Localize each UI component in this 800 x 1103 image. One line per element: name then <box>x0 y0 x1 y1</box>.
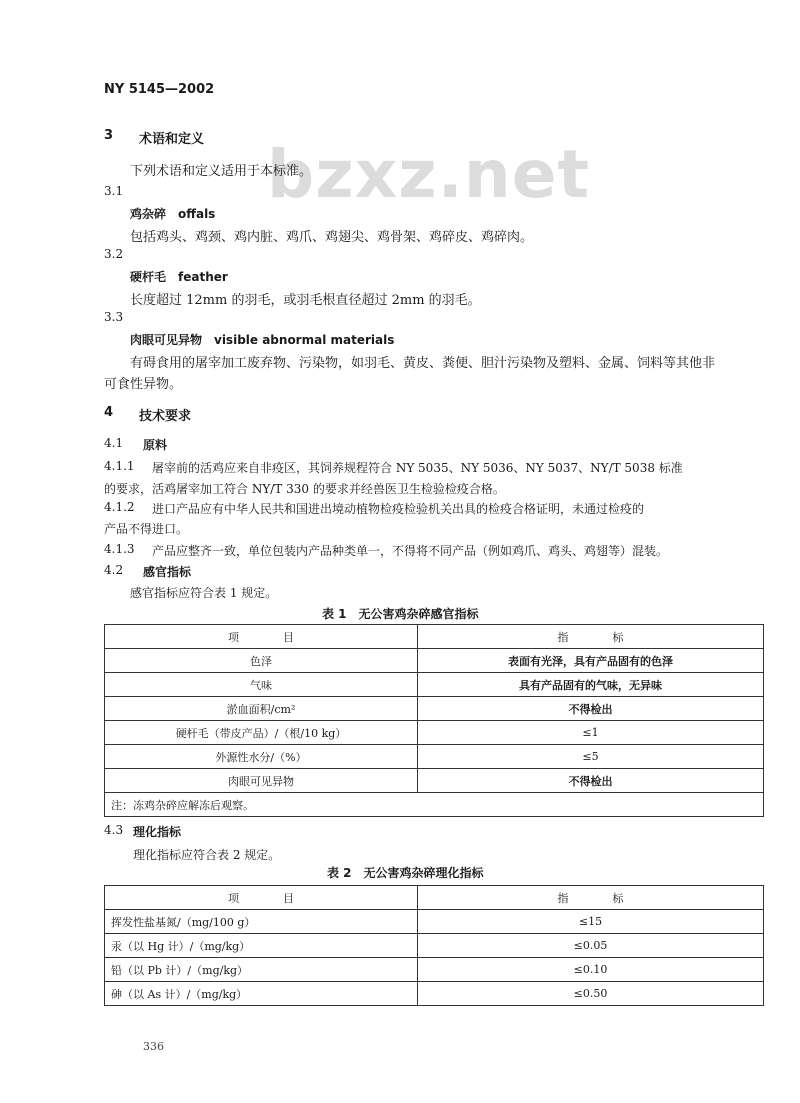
section-4-1-2-number: 4.1.2 <box>104 500 135 514</box>
section-4-2-intro: 感官指标应符合表 1 规定。 <box>130 586 278 600</box>
section-4-2-title: 感官指标 <box>143 565 192 579</box>
table-1 <box>104 624 764 817</box>
section-3-title: 术语和定义 <box>139 132 205 147</box>
table-2-value: ≤0.05 <box>418 934 764 958</box>
section-4-1-1-line2: 的要求，活鸡屠宰加工符合 NY/T 330 的要求并经兽医卫生检验检疫合格。 <box>104 482 505 496</box>
table-1-header-item: 项 目 <box>105 625 418 649</box>
table-2-item: 汞（以 Hg 计）/（mg/kg） <box>105 934 418 958</box>
table-2-header-indicator: 指 标 <box>418 886 764 910</box>
table-row <box>105 769 764 793</box>
term-3-1-definition: 包括鸡头、鸡颈、鸡内脏、鸡爪、鸡翅尖、鸡骨架、鸡碎皮、鸡碎肉。 <box>130 230 534 245</box>
section-4-1-3-text: 产品应整齐一致，单位包装内产品种类单一，不得将不同产品（例如鸡爪、鸡头、鸡翅等）混装。 <box>152 544 669 558</box>
term-3-3-title: 肉眼可见异物 visible abnormal materials <box>130 333 395 347</box>
table-1-item: 色泽 <box>105 649 418 673</box>
term-3-3-definition-line2: 可食性异物。 <box>104 377 183 392</box>
table-1-value: 不得检出 <box>418 697 764 721</box>
term-3-2-title: 硬杆毛 feather <box>130 270 228 284</box>
table-1-value: 具有产品固有的气味，无异味 <box>418 673 764 697</box>
term-3-2-definition: 长度超过 12mm 的羽毛，或羽毛根直径超过 2mm 的羽毛。 <box>130 293 481 308</box>
section-4-1-2-line2: 产品不得进口。 <box>104 522 189 536</box>
section-4-1-title: 原料 <box>143 438 168 452</box>
table-row <box>105 697 764 721</box>
table-1-note: 注：冻鸡杂碎应解冻后观察。 <box>105 793 764 817</box>
table-1-caption: 表 1 无公害鸡杂碎感官指标 <box>322 607 479 621</box>
table-row <box>105 982 764 1006</box>
table-1-item: 淤血面积/cm² <box>105 697 418 721</box>
table-2-item: 铅（以 Pb 计）/（mg/kg） <box>105 958 418 982</box>
section-4-number: 4 <box>104 405 114 420</box>
table-2-item: 挥发性盐基氮/（mg/100 g） <box>105 910 418 934</box>
section-4-3-intro: 理化指标应符合表 2 规定。 <box>133 848 281 862</box>
section-4-3-number: 4.3 <box>104 823 124 837</box>
table-row <box>105 649 764 673</box>
table-2 <box>104 885 764 1006</box>
table-2-caption: 表 2 无公害鸡杂碎理化指标 <box>327 866 484 880</box>
section-3-intro: 下列术语和定义适用于本标准。 <box>130 164 313 179</box>
table-1-value: 不得检出 <box>418 769 764 793</box>
watermark: bzxz.net <box>267 136 591 213</box>
table-1-value: ≤5 <box>418 745 764 769</box>
term-3-1-title: 鸡杂碎 offals <box>130 207 216 221</box>
table-row <box>105 673 764 697</box>
table-row <box>105 745 764 769</box>
section-4-2-number: 4.2 <box>104 563 124 577</box>
standard-id: NY 5145—2002 <box>104 82 215 97</box>
table-1-item: 肉眼可见异物 <box>105 769 418 793</box>
table-1-value: ≤1 <box>418 721 764 745</box>
section-4-title: 技术要求 <box>139 409 192 424</box>
term-3-1-number: 3.1 <box>104 184 124 198</box>
table-2-item: 砷（以 As 计）/（mg/kg） <box>105 982 418 1006</box>
term-3-3-number: 3.3 <box>104 310 124 324</box>
table-row <box>105 721 764 745</box>
section-4-1-1-number: 4.1.1 <box>104 459 135 473</box>
table-row <box>105 934 764 958</box>
section-3-number: 3 <box>104 128 114 143</box>
table-1-header-indicator: 指 标 <box>418 625 764 649</box>
section-4-3-title: 理化指标 <box>133 825 182 839</box>
table-2-value: ≤15 <box>418 910 764 934</box>
table-2-header-item: 项 目 <box>105 886 418 910</box>
table-1-item: 外源性水分/（%） <box>105 745 418 769</box>
table-row <box>105 958 764 982</box>
table-1-item: 硬杆毛（带皮产品）/（根/10 kg） <box>105 721 418 745</box>
page-number: 336 <box>143 1040 164 1053</box>
section-4-1-2-line1: 进口产品应有中华人民共和国进出境动植物检疫检验机关出具的检疫合格证明，未通过检疫的 <box>152 502 645 516</box>
term-3-2-number: 3.2 <box>104 247 124 261</box>
table-2-value: ≤0.10 <box>418 958 764 982</box>
table-row <box>105 910 764 934</box>
section-4-1-number: 4.1 <box>104 436 124 450</box>
table-1-value: 表面有光泽，具有产品固有的色泽 <box>418 649 764 673</box>
section-4-1-1-line1: 屠宰前的活鸡应来自非疫区，其饲养规程符合 NY 5035、NY 5036、NY 5037、NY/T 5038 标准 <box>152 461 683 475</box>
table-1-item: 气味 <box>105 673 418 697</box>
table-2-value: ≤0.50 <box>418 982 764 1006</box>
section-4-1-3-number: 4.1.3 <box>104 542 135 556</box>
term-3-3-definition-line1: 有碍食用的屠宰加工废弃物、污染物，如羽毛、黄皮、粪便、胆汁污染物及塑料、金属、饲料等其他非 <box>130 356 716 371</box>
